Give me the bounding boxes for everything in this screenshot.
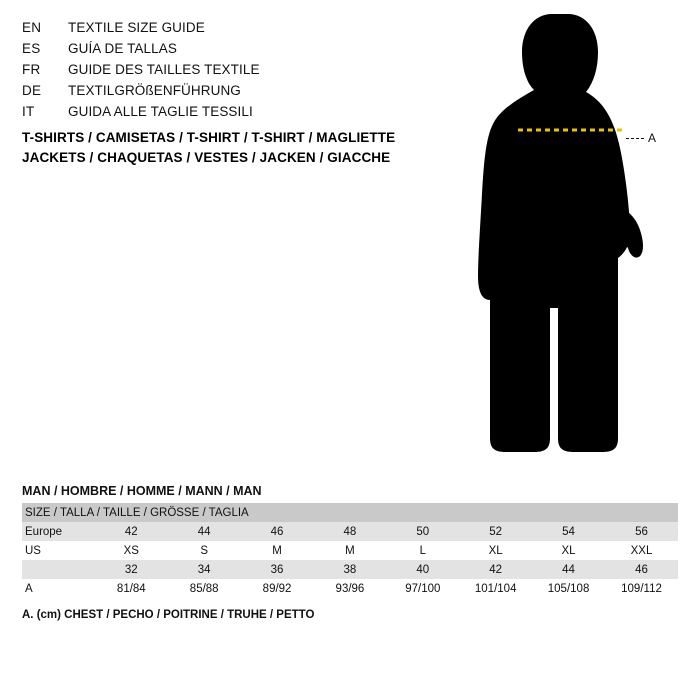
cell: 81/84 [95,579,168,598]
language-row-de [22,83,442,104]
cell: 93/96 [314,579,387,598]
language-header-block [22,20,442,125]
table-header-row [22,503,678,522]
size-table-area [22,484,678,621]
cell: XL [459,541,532,560]
language-title: GUIDE DES TAILLES TEXTILE [68,62,260,77]
category-jackets: JACKETS / CHAQUETAS / VESTES / JACKEN / GIACCHE [22,150,391,165]
male-silhouette-icon [460,8,690,468]
cell: 46 [605,560,678,579]
table-row [22,541,678,560]
language-row-en [22,20,442,41]
cell: 46 [241,522,314,541]
cell: S [168,541,241,560]
cell: 50 [386,522,459,541]
cell: 89/92 [241,579,314,598]
cell: 40 [386,560,459,579]
cell: 48 [314,522,387,541]
cell: XL [532,541,605,560]
cell: 109/112 [605,579,678,598]
cell: 54 [532,522,605,541]
cell: M [241,541,314,560]
language-code: ES [22,41,41,56]
row-label: Europe [22,522,95,541]
cell: 44 [168,522,241,541]
cell: 97/100 [386,579,459,598]
table-group-title: MAN / HOMBRE / HOMME / MANN / MAN [22,484,262,498]
cell: XXL [605,541,678,560]
language-title: TEXTILE SIZE GUIDE [68,20,205,35]
table-header-label: SIZE / TALLA / TAILLE / GRÖSSE / TAGLIA [22,503,678,522]
cell: 101/104 [459,579,532,598]
body-figure [460,8,690,468]
table-footnote: A. (cm) CHEST / PECHO / POITRINE / TRUHE / PETTO [22,609,315,621]
cell: 38 [314,560,387,579]
row-label: A [22,579,95,598]
category-tshirts: T-SHIRTS / CAMISETAS / T-SHIRT / T-SHIRT / MAGLIETTE [22,130,396,145]
language-row-es [22,41,442,62]
measure-label-a: A [648,131,657,145]
language-code: DE [22,83,42,98]
cell: L [386,541,459,560]
language-row-fr [22,62,442,83]
cell: 56 [605,522,678,541]
language-row-it [22,104,442,125]
row-label: US [22,541,95,560]
cell: M [314,541,387,560]
table-row [22,522,678,541]
cell: 85/88 [168,579,241,598]
cell: 36 [241,560,314,579]
language-code: IT [22,104,35,119]
language-code: EN [22,20,42,35]
cell: 42 [95,522,168,541]
table-row [22,579,678,598]
measure-leader-line [626,138,644,139]
table-row [22,560,678,579]
cell: 52 [459,522,532,541]
cell: 105/108 [532,579,605,598]
row-label [22,560,95,579]
language-title: TEXTILGRÖßENFÜHRUNG [68,83,241,98]
cell: 32 [95,560,168,579]
category-block [22,128,482,168]
size-table [22,503,678,598]
cell: 34 [168,560,241,579]
language-title: GUIDA ALLE TAGLIE TESSILI [68,104,253,119]
language-code: FR [22,62,41,77]
language-title: GUÍA DE TALLAS [68,41,177,56]
cell: 42 [459,560,532,579]
cell: 44 [532,560,605,579]
cell: XS [95,541,168,560]
